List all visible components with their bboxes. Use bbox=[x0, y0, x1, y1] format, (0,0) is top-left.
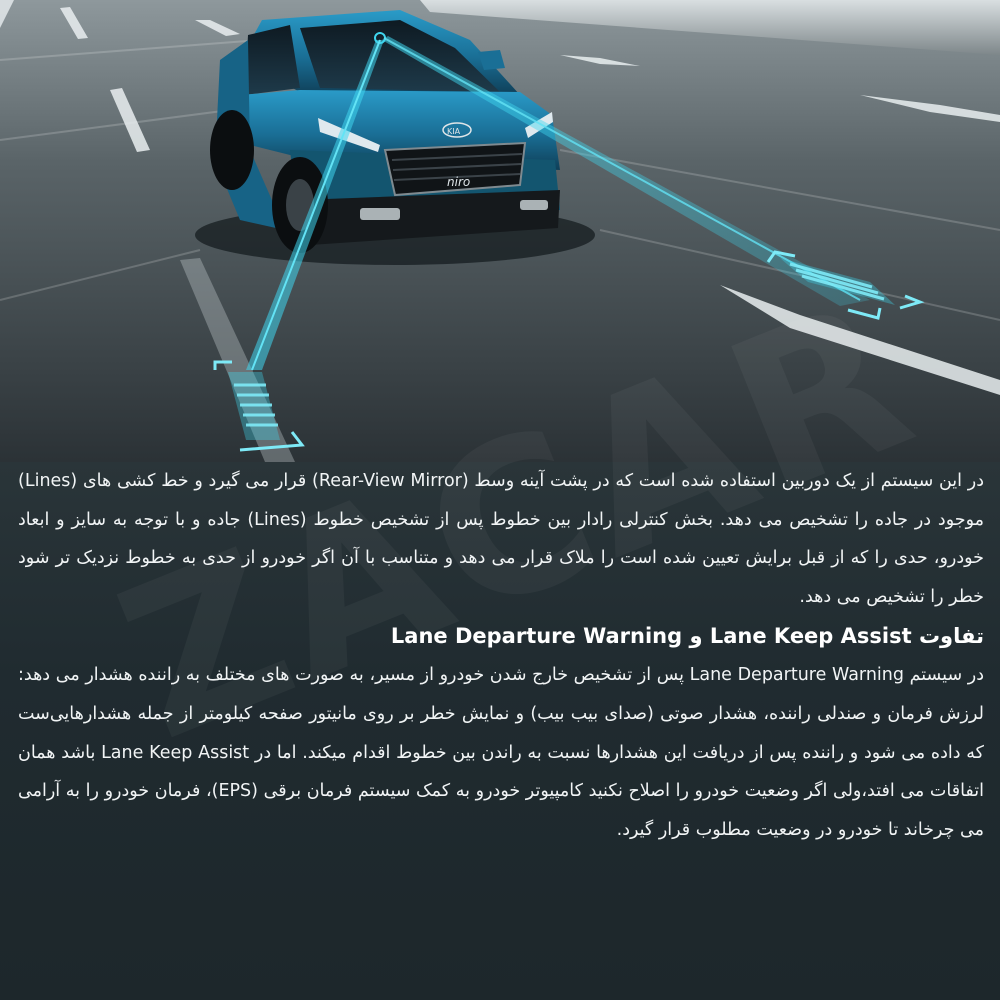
article-text bbox=[18, 462, 984, 849]
model-badge: niro bbox=[447, 175, 471, 189]
car-lane-illustration bbox=[0, 0, 1000, 462]
article-paragraph-1: در این سیستم از یک دوربین استفاده شده است که در پشت آینه وسط (Rear-View Mirror) قرار می گیرد و خط کشی های (Lines) موجود در جاده را تشخیص می دهد. بخش کنترلی رادار بین خطوط پس از تشخیص خطوط (Lines) جاده و با توجه به سایز و ابعاد خودرو، حدی را که از قبل برایش تعیین شده است را ملاک قرار می دهد و متناسب با آن اگر خودرو از حدی به خطوط نزدیک تر شود خطر را تشخیص می دهد. bbox=[18, 471, 985, 607]
article-heading: تفاوت Lane Keep Assist و Lane Departure Warning bbox=[390, 624, 984, 649]
brand-badge: KIA bbox=[447, 127, 461, 136]
article-paragraph-2: در سیستم Lane Departure Warning پس از تشخیص خارج شدن خودرو از مسیر، به صورت های مختلف به راننده هشدار می دهد: لرزش فرمان و صندلی راننده، هشدار صوتی (صدای بیب بیب) و نمایش خطر بر روی مانیتور صفحه کیلومتر از جمله هشدارهایی‌ست که داده می شود و راننده پس از دریافت این هشدارها نسبت به راندن بین خطوط اقدام میکند. اما در Lane Keep Assist باشد همان اتفاقات می افتد،ولی اگر وضعیت خودرو را اصلاح نکنید کامپیوتر خودرو به کمک سیستم فرمان برقی (EPS)، فرمان خودرو را به آرامی می چرخاند تا خودرو در وضعیت مطلوب قرار گیرد. bbox=[18, 665, 985, 840]
hero-image bbox=[0, 0, 1000, 462]
